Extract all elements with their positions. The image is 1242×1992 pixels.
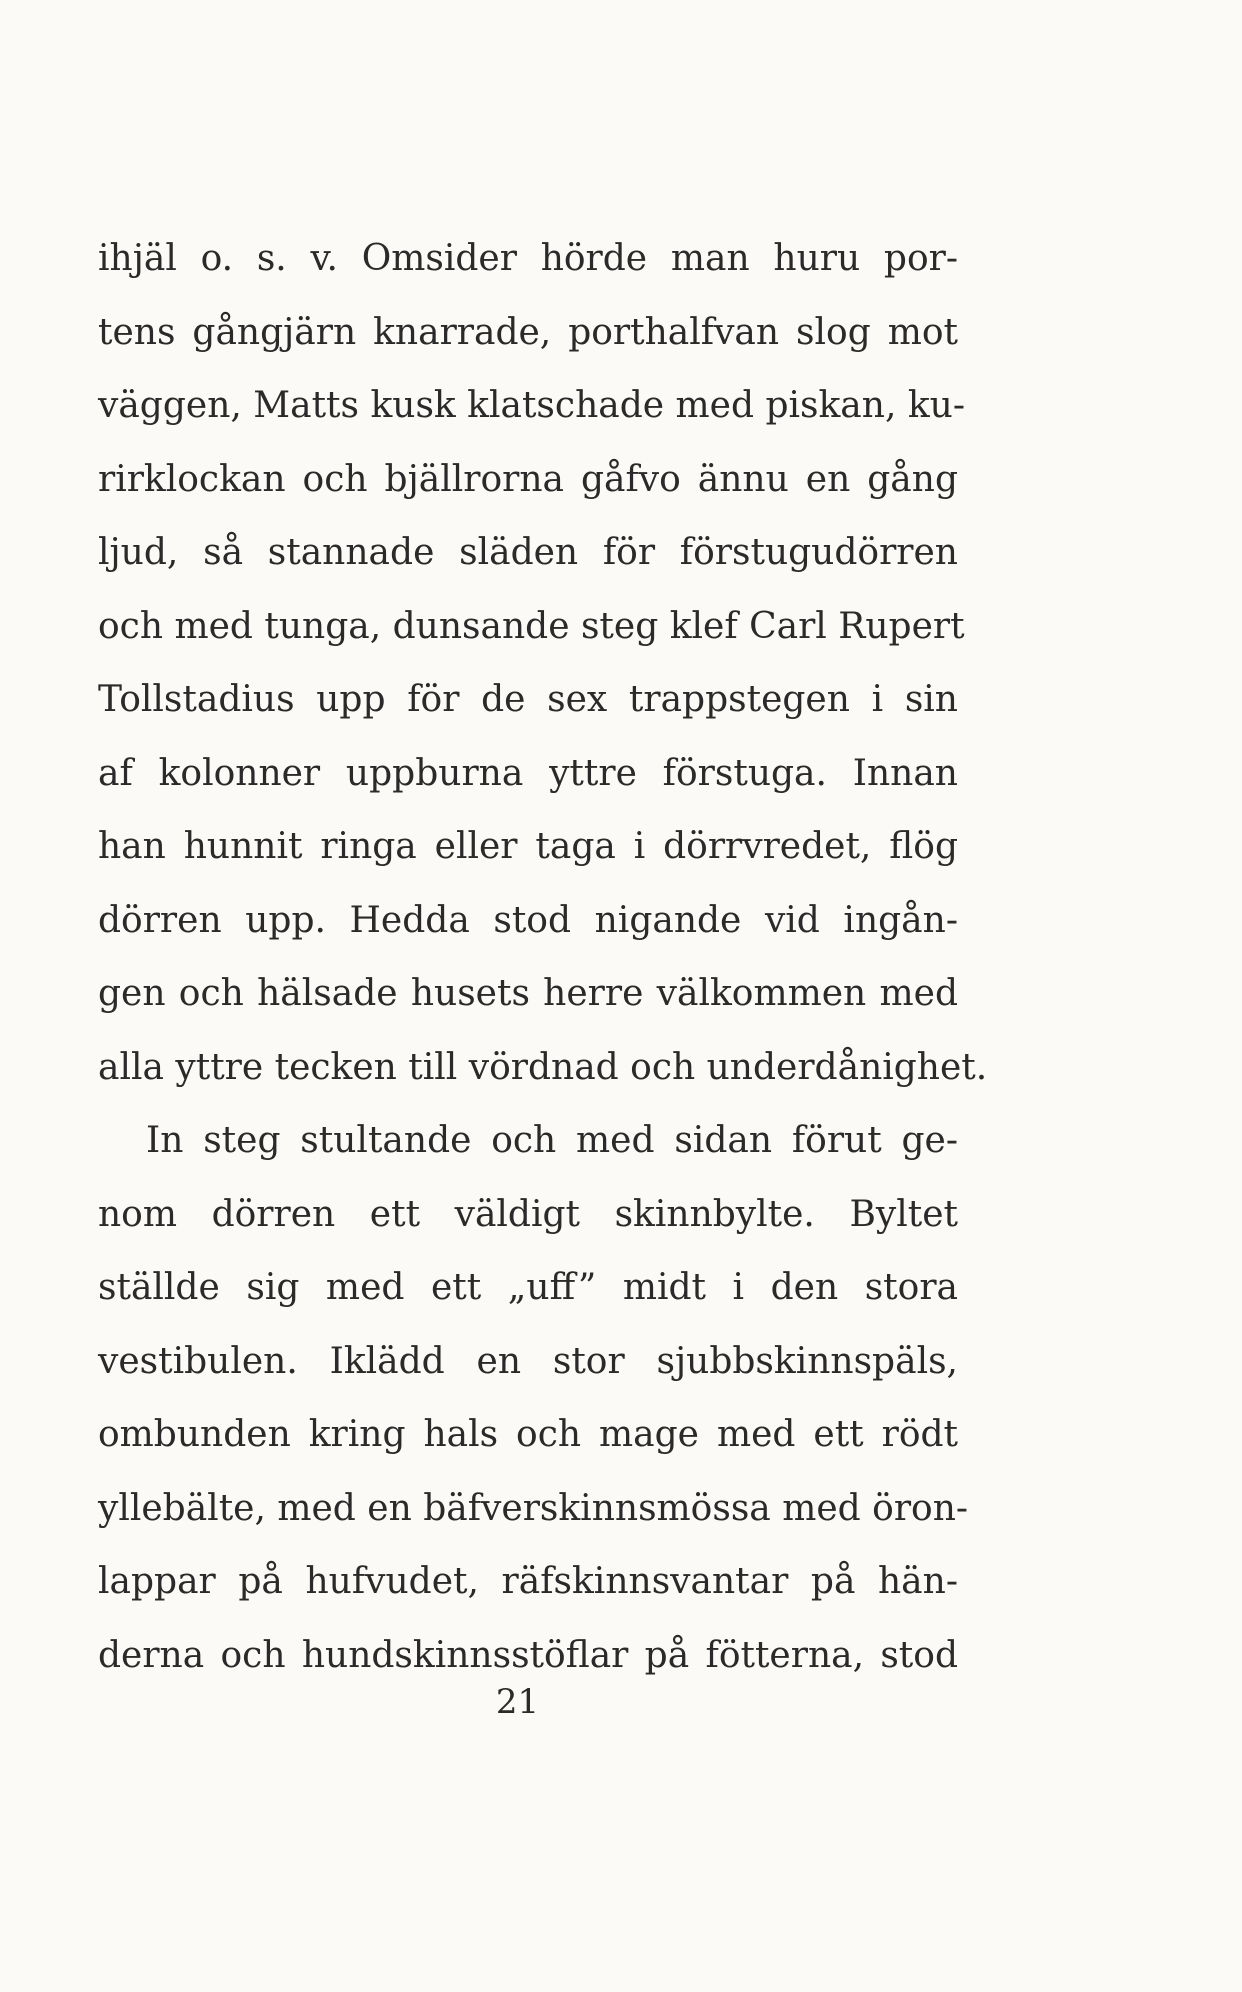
- text-line: väggen, Matts kusk klatschade med piskan, ku-: [98, 385, 965, 426]
- text-line: dörren upp. Hedda stod nigande vid ingån-: [98, 899, 958, 941]
- text-line: tens gångjärn knarrade, porthalfvan slog mot: [98, 311, 958, 353]
- text-line: lappar på hufvudet, räfskinnsvantar på hän-: [98, 1561, 958, 1602]
- text-line: han hunnit ringa eller taga i dörrvredet, flög: [98, 826, 958, 867]
- page-number: 21: [495, 1682, 540, 1722]
- text-line: gen och hälsade husets herre välkommen med: [98, 973, 958, 1014]
- text-line: In steg stultande och med sidan förut ge-: [146, 1120, 958, 1161]
- text-line: ihjäl o. s. v. Omsider hörde man huru por-: [98, 238, 958, 279]
- text-line: ljud, så stannade släden för förstugudörren: [98, 532, 958, 573]
- text-line: ombunden kring hals och mage med ett rödt: [98, 1414, 958, 1455]
- text-line: nom dörren ett väldigt skinnbylte. Byltet: [98, 1193, 958, 1235]
- text-line: och med tunga, dunsande steg klef Carl Rupert: [98, 605, 965, 647]
- text-line: Tollstadius upp för de sex trappstegen i sin: [98, 679, 958, 720]
- text-line: yllebälte, med en bäfverskinnsmössa med öron-: [98, 1487, 969, 1529]
- text-line: alla yttre tecken till vördnad och underdånighet.: [98, 1046, 988, 1088]
- text-line: vestibulen. Iklädd en stor sjubbskinnspäls,: [98, 1340, 958, 1382]
- text-line: af kolonner uppburna yttre förstuga. Innan: [98, 752, 958, 794]
- text-line: derna och hundskinnsstöflar på fötterna, stod: [98, 1634, 958, 1676]
- text-line: ställde sig med ett „uff” midt i den stora: [98, 1267, 958, 1308]
- text-line: rirklockan och bjällrorna gåfvo ännu en gång: [98, 458, 958, 500]
- body-text: [98, 222, 988, 1692]
